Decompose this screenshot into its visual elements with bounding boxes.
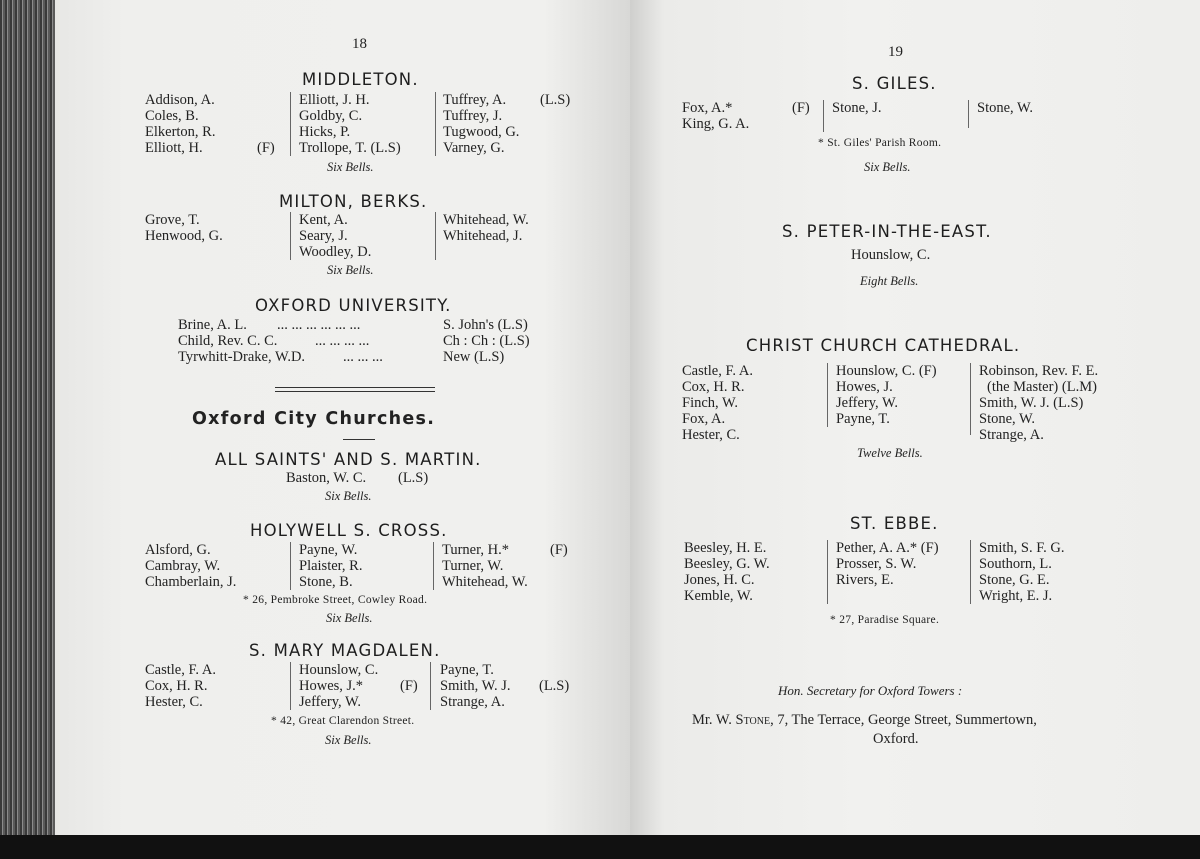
university-names: Brine, A. L. Child, Rev. C. C. Tyrwhitt-Drake, W.D. [178, 317, 306, 365]
column-divider [430, 662, 431, 710]
secretary-city: Oxford. [873, 731, 919, 747]
giles-bells: Six Bells. [864, 160, 911, 174]
ebbe-col-2: Pether, A. A.* (F) Prosser, S. W. Rivers, E. [836, 540, 939, 588]
milton-col-1: Grove, T. Henwood, G. [145, 212, 223, 244]
column-divider [827, 540, 828, 604]
giles-fellow-tag: (F) [792, 100, 810, 116]
holywell-fellow-tag: (F) [550, 542, 568, 558]
column-divider [968, 100, 969, 128]
double-rule-bottom [275, 391, 435, 392]
christ-church-col-2: Hounslow, C. (F) Howes, J. Jeffery, W. Payne, T. [836, 363, 937, 427]
giles-note: * St. Giles' Parish Room. [818, 137, 942, 149]
university-dots-3: ... ... ... [343, 349, 383, 365]
column-divider [433, 542, 434, 590]
column-divider [970, 363, 971, 435]
christ-church-bells: Twelve Bells. [857, 446, 923, 460]
heading-christ-church: CHRIST CHURCH CATHEDRAL. [746, 336, 1021, 355]
double-rule-top [275, 387, 435, 388]
column-divider [435, 212, 436, 260]
heading-peter-in-the-east: S. PETER-IN-THE-EAST. [782, 222, 992, 241]
ebbe-col-3: Smith, S. F. G. Southorn, L. Stone, G. E. Wright, E. J. [979, 540, 1065, 604]
peter-member: Hounslow, C. [851, 247, 931, 263]
giles-col-3: Stone, W. [977, 100, 1033, 116]
book-page-edges [0, 0, 55, 835]
column-divider [290, 92, 291, 156]
ebbe-note: * 27, Paradise Square. [830, 614, 940, 626]
magdalen-ls-tag: (L.S) [539, 678, 570, 694]
secretary-address: Mr. W. Stone, 7, The Terrace, George Street, Summertown, [692, 712, 1037, 728]
magdalen-bells: Six Bells. [325, 733, 372, 747]
magdalen-fellow-tag: (F) [400, 678, 418, 694]
middleton-fellow-tag: (F) [257, 140, 275, 156]
column-divider [435, 92, 436, 156]
middleton-bells: Six Bells. [327, 160, 374, 174]
middleton-col-2: Elliott, J. H. Goldby, C. Hicks, P. Trollope, T. (L.S) [299, 92, 401, 156]
scan-bottom-edge [0, 835, 1200, 859]
heading-mary-magdalen: S. MARY MAGDALEN. [249, 641, 441, 660]
university-dots-2: ... ... ... ... [315, 333, 370, 349]
ebbe-col-1: Beesley, H. E. Beesley, G. W. Jones, H. C. Kemble, W. [684, 540, 770, 604]
holywell-col-3: Turner, H.* Turner, W. Whitehead, W. [442, 542, 528, 590]
heading-giles: S. GILES. [852, 74, 937, 93]
heading-middleton: MIDDLETON. [302, 70, 419, 89]
giles-col-2: Stone, J. [832, 100, 882, 116]
column-divider [290, 542, 291, 590]
peter-bells: Eight Bells. [860, 274, 919, 288]
right-page [630, 0, 1200, 835]
university-colleges: S. John's (L.S) Ch : Ch : (L.S) New (L.S) [443, 317, 530, 365]
all-saints-ls-tag: (L.S) [398, 470, 429, 486]
column-divider [290, 662, 291, 710]
magdalen-col-2: Hounslow, C. Howes, J.* Jeffery, W. [299, 662, 379, 710]
column-divider [290, 212, 291, 260]
all-saints-bells: Six Bells. [325, 489, 372, 503]
holywell-col-1: Alsford, G. Cambray, W. Chamberlain, J. [145, 542, 237, 590]
section-title-city-churches: Oxford City Churches. [192, 409, 436, 429]
heading-holywell: HOLYWELL S. CROSS. [250, 521, 448, 540]
holywell-col-2: Payne, W. Plaister, R. Stone, B. [299, 542, 363, 590]
milton-col-3: Whitehead, W. Whitehead, J. [443, 212, 529, 244]
magdalen-col-3: Payne, T. Smith, W. J. Strange, A. [440, 662, 511, 710]
christ-church-col-3: Robinson, Rev. F. E. (the Master) (L.M) Smith, W. J. (L.S) Stone, W. Strange, A. [979, 363, 1099, 443]
milton-col-2: Kent, A. Seary, J. Woodley, D. [299, 212, 372, 260]
short-rule [343, 439, 375, 440]
giles-col-1: Fox, A.* King, G. A. [682, 100, 750, 132]
magdalen-note: * 42, Great Clarendon Street. [271, 715, 415, 727]
middleton-col-3: Tuffrey, A. Tuffrey, J. Tugwood, G. Varney, G. [443, 92, 520, 156]
page-number: 19 [888, 44, 903, 60]
university-dots-1: ... ... ... ... ... ... [277, 317, 361, 333]
holywell-bells: Six Bells. [326, 611, 373, 625]
magdalen-col-1: Castle, F. A. Cox, H. R. Hester, C. [145, 662, 216, 710]
left-page [55, 0, 630, 835]
holywell-note: * 26, Pembroke Street, Cowley Road. [243, 594, 428, 606]
christ-church-col-1: Castle, F. A. Cox, H. R. Finch, W. Fox, A. Hester, C. [682, 363, 753, 443]
column-divider [827, 363, 828, 427]
milton-bells: Six Bells. [327, 263, 374, 277]
column-divider [970, 540, 971, 604]
heading-all-saints: ALL SAINTS' AND S. MARTIN. [215, 450, 482, 469]
all-saints-member: Baston, W. C. [286, 470, 367, 486]
middleton-ls-tag: (L.S) [540, 92, 571, 108]
secretary-label: Hon. Secretary for Oxford Towers : [778, 683, 963, 698]
heading-st-ebbe: ST. EBBE. [850, 514, 939, 533]
middleton-col-1: Addison, A. Coles, B. Elkerton, R. Elliott, H. [145, 92, 216, 156]
heading-oxford-university: OXFORD UNIVERSITY. [255, 296, 452, 315]
column-divider [823, 100, 824, 132]
page-number: 18 [352, 36, 367, 52]
heading-milton-berks: MILTON, BERKS. [279, 192, 428, 211]
